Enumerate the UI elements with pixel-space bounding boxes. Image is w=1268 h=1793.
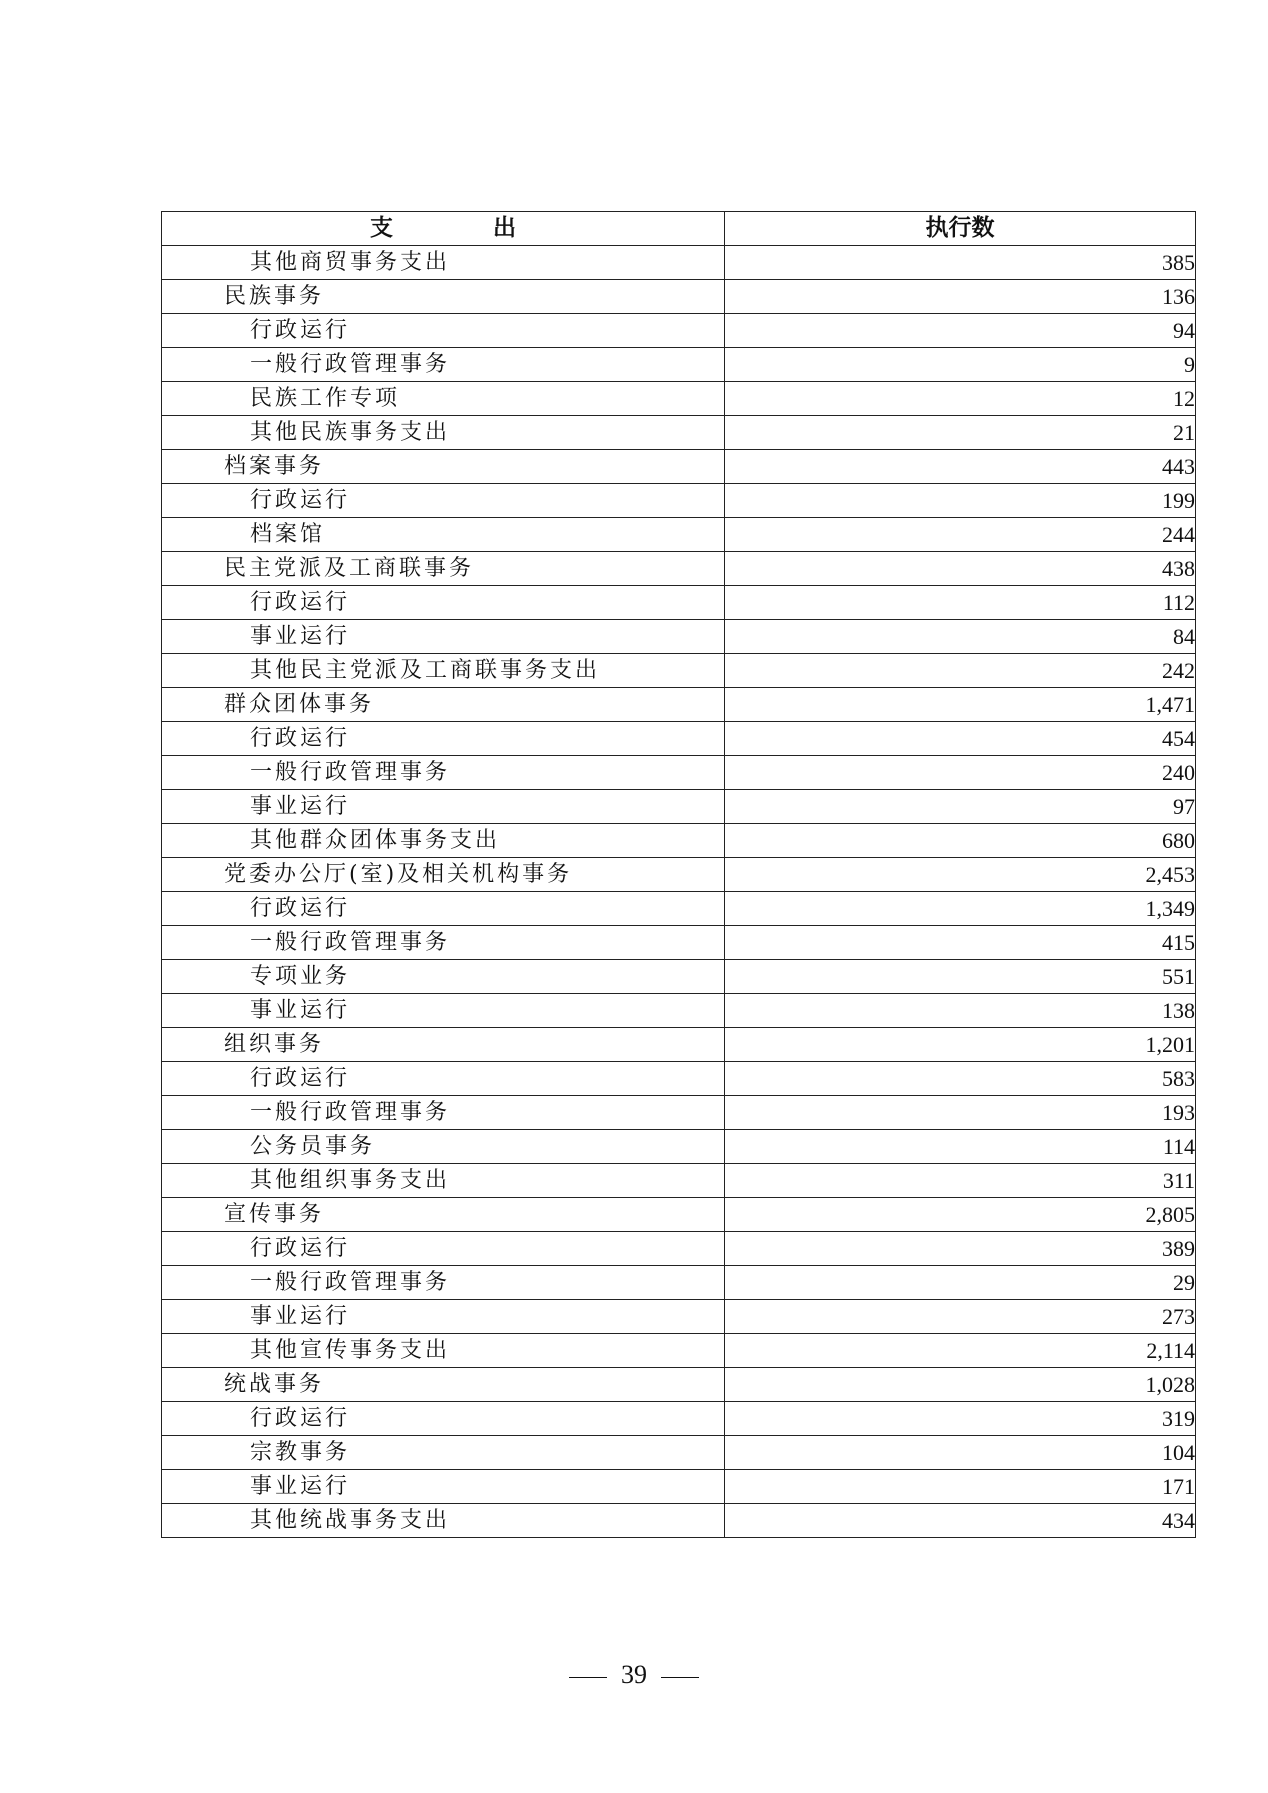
item-name-cell: 行政运行 — [162, 1232, 725, 1266]
item-name-cell: 其他民族事务支出 — [162, 416, 725, 450]
header-expenditure-char-2: 出 — [493, 215, 516, 241]
executed-amount-cell: 94 — [725, 314, 1196, 348]
item-name-cell: 事业运行 — [162, 620, 725, 654]
item-name-cell: 行政运行 — [162, 892, 725, 926]
executed-amount-cell: 434 — [725, 1504, 1196, 1538]
executed-amount-cell: 1,201 — [725, 1028, 1196, 1062]
table-row — [162, 1130, 1196, 1164]
executed-amount-cell: 389 — [725, 1232, 1196, 1266]
page-number-left-dash — [569, 1677, 607, 1678]
executed-amount-cell: 9 — [725, 348, 1196, 382]
table-row — [162, 1062, 1196, 1096]
executed-amount-cell: 242 — [725, 654, 1196, 688]
table-row — [162, 756, 1196, 790]
table-row — [162, 892, 1196, 926]
executed-amount-cell: 1,349 — [725, 892, 1196, 926]
table-row — [162, 1198, 1196, 1232]
executed-amount-cell: 454 — [725, 722, 1196, 756]
table-row — [162, 450, 1196, 484]
table-row — [162, 790, 1196, 824]
item-name-cell: 行政运行 — [162, 484, 725, 518]
executed-amount-cell: 138 — [725, 994, 1196, 1028]
category-name-cell: 宣传事务 — [162, 1198, 725, 1232]
table-row — [162, 246, 1196, 280]
table-row — [162, 348, 1196, 382]
item-name-cell: 一般行政管理事务 — [162, 348, 725, 382]
category-name-cell: 党委办公厅(室)及相关机构事务 — [162, 858, 725, 892]
category-name-cell: 档案事务 — [162, 450, 725, 484]
category-name-cell: 群众团体事务 — [162, 688, 725, 722]
executed-amount-cell: 438 — [725, 552, 1196, 586]
table-row — [162, 824, 1196, 858]
executed-amount-cell: 2,114 — [725, 1334, 1196, 1368]
table-row — [162, 994, 1196, 1028]
item-name-cell: 其他群众团体事务支出 — [162, 824, 725, 858]
table-row — [162, 620, 1196, 654]
executed-amount-cell: 415 — [725, 926, 1196, 960]
executed-amount-cell: 199 — [725, 484, 1196, 518]
item-name-cell: 其他商贸事务支出 — [162, 246, 725, 280]
item-name-cell: 行政运行 — [162, 586, 725, 620]
table-row — [162, 926, 1196, 960]
item-name-cell: 专项业务 — [162, 960, 725, 994]
item-name-cell: 一般行政管理事务 — [162, 1266, 725, 1300]
item-name-cell: 行政运行 — [162, 314, 725, 348]
category-name-cell: 统战事务 — [162, 1368, 725, 1402]
executed-amount-cell: 1,471 — [725, 688, 1196, 722]
item-name-cell: 事业运行 — [162, 1300, 725, 1334]
executed-amount-cell: 84 — [725, 620, 1196, 654]
executed-amount-cell: 136 — [725, 280, 1196, 314]
executed-amount-cell: 114 — [725, 1130, 1196, 1164]
table-row — [162, 1164, 1196, 1198]
category-name-cell: 组织事务 — [162, 1028, 725, 1062]
item-name-cell: 一般行政管理事务 — [162, 756, 725, 790]
page-number — [0, 1660, 1268, 1690]
page-number-value: 39 — [621, 1660, 647, 1689]
executed-amount-cell: 244 — [725, 518, 1196, 552]
category-name-cell: 民族事务 — [162, 280, 725, 314]
header-expenditure — [162, 212, 725, 246]
table-body — [162, 246, 1196, 1538]
item-name-cell: 事业运行 — [162, 790, 725, 824]
item-name-cell: 民族工作专项 — [162, 382, 725, 416]
page-number-right-dash — [661, 1677, 699, 1678]
table-row — [162, 382, 1196, 416]
executed-amount-cell: 21 — [725, 416, 1196, 450]
table-row — [162, 586, 1196, 620]
executed-amount-cell: 240 — [725, 756, 1196, 790]
item-name-cell: 其他宣传事务支出 — [162, 1334, 725, 1368]
item-name-cell: 公务员事务 — [162, 1130, 725, 1164]
expenditure-table — [161, 211, 1196, 1538]
executed-amount-cell: 193 — [725, 1096, 1196, 1130]
executed-amount-cell: 319 — [725, 1402, 1196, 1436]
item-name-cell: 一般行政管理事务 — [162, 1096, 725, 1130]
table-row — [162, 722, 1196, 756]
item-name-cell: 事业运行 — [162, 1470, 725, 1504]
item-name-cell: 行政运行 — [162, 1062, 725, 1096]
table-row — [162, 1504, 1196, 1538]
header-executed-amount: 执行数 — [725, 212, 1196, 246]
table-row — [162, 1436, 1196, 1470]
table-row — [162, 280, 1196, 314]
executed-amount-cell: 385 — [725, 246, 1196, 280]
table-row — [162, 484, 1196, 518]
item-name-cell: 其他民主党派及工商联事务支出 — [162, 654, 725, 688]
table-row — [162, 1096, 1196, 1130]
executed-amount-cell: 311 — [725, 1164, 1196, 1198]
header-expenditure-char-1: 支 — [370, 215, 393, 241]
item-name-cell: 档案馆 — [162, 518, 725, 552]
table-row — [162, 1334, 1196, 1368]
table-row — [162, 1300, 1196, 1334]
executed-amount-cell: 12 — [725, 382, 1196, 416]
executed-amount-cell: 680 — [725, 824, 1196, 858]
executed-amount-cell: 551 — [725, 960, 1196, 994]
item-name-cell: 其他统战事务支出 — [162, 1504, 725, 1538]
table-row — [162, 518, 1196, 552]
table-row — [162, 688, 1196, 722]
table-header-row — [162, 212, 1196, 246]
table-row — [162, 654, 1196, 688]
table-row — [162, 960, 1196, 994]
table-row — [162, 1028, 1196, 1062]
table-row — [162, 1266, 1196, 1300]
table-row — [162, 1368, 1196, 1402]
executed-amount-cell: 583 — [725, 1062, 1196, 1096]
table-row — [162, 416, 1196, 450]
executed-amount-cell: 97 — [725, 790, 1196, 824]
table-row — [162, 1470, 1196, 1504]
executed-amount-cell: 171 — [725, 1470, 1196, 1504]
item-name-cell: 其他组织事务支出 — [162, 1164, 725, 1198]
item-name-cell: 行政运行 — [162, 722, 725, 756]
table-row — [162, 314, 1196, 348]
item-name-cell: 事业运行 — [162, 994, 725, 1028]
table-row — [162, 552, 1196, 586]
table-row — [162, 1402, 1196, 1436]
executed-amount-cell: 2,805 — [725, 1198, 1196, 1232]
item-name-cell: 行政运行 — [162, 1402, 725, 1436]
table-row — [162, 858, 1196, 892]
executed-amount-cell: 1,028 — [725, 1368, 1196, 1402]
item-name-cell: 宗教事务 — [162, 1436, 725, 1470]
category-name-cell: 民主党派及工商联事务 — [162, 552, 725, 586]
item-name-cell: 一般行政管理事务 — [162, 926, 725, 960]
executed-amount-cell: 29 — [725, 1266, 1196, 1300]
executed-amount-cell: 273 — [725, 1300, 1196, 1334]
executed-amount-cell: 443 — [725, 450, 1196, 484]
table-row — [162, 1232, 1196, 1266]
executed-amount-cell: 2,453 — [725, 858, 1196, 892]
executed-amount-cell: 104 — [725, 1436, 1196, 1470]
executed-amount-cell: 112 — [725, 586, 1196, 620]
